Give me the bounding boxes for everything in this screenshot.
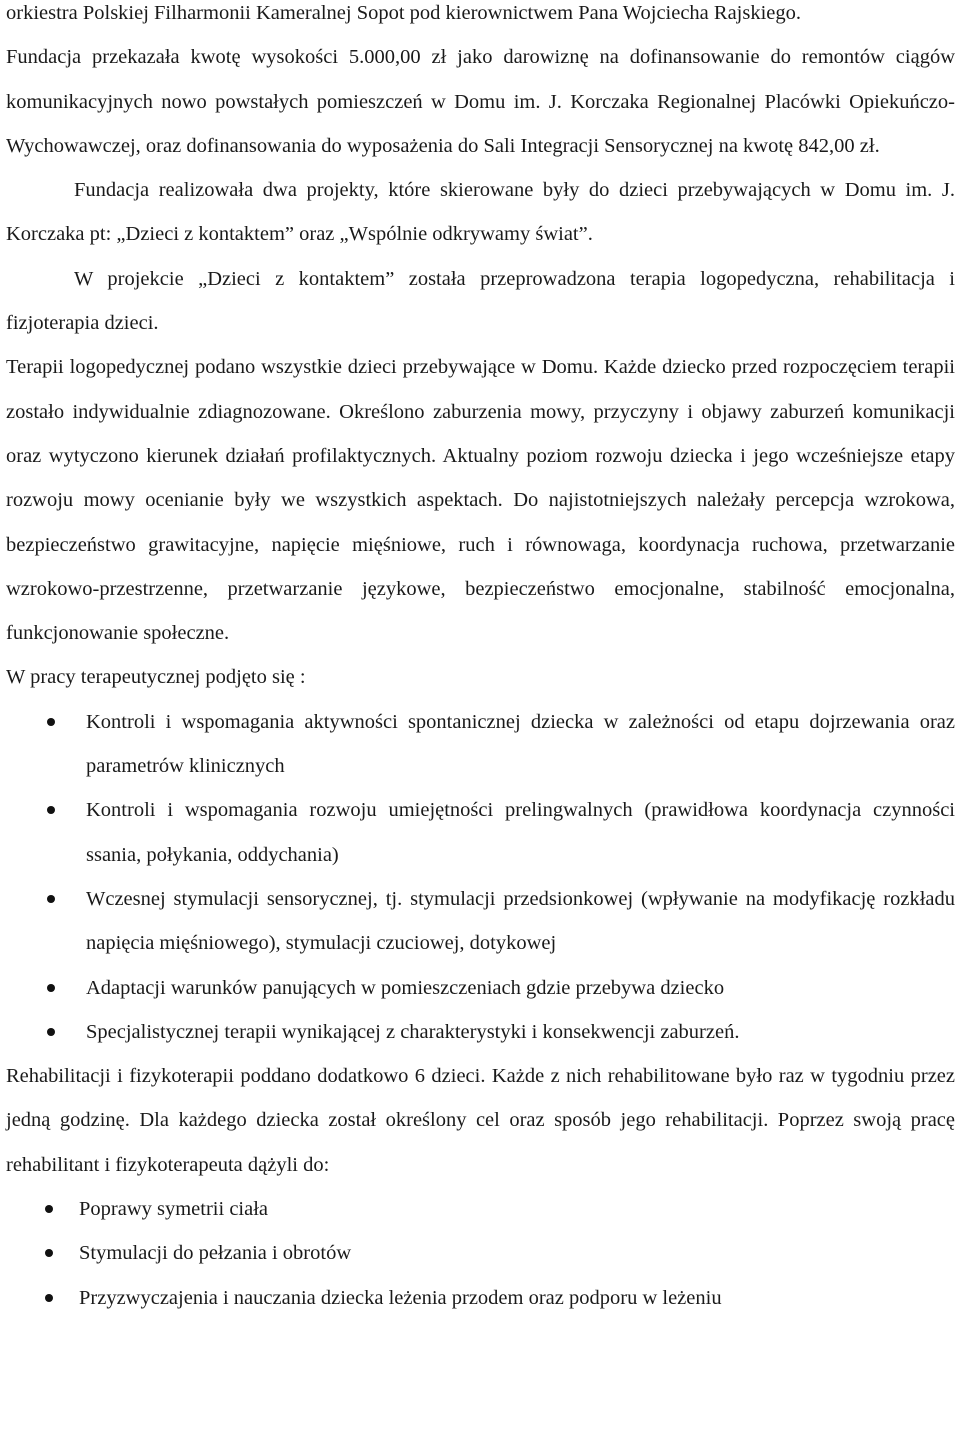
bullet-icon	[47, 984, 55, 992]
list-item: Poprawy symetrii ciała	[6, 1187, 955, 1231]
list-item: Specjalistycznej terapii wynikającej z charakterystyki i konsekwencji zaburzeń.	[6, 1010, 955, 1054]
intro-paragraphs	[6, 0, 955, 700]
therapy-list	[6, 700, 955, 1054]
list-item: Wczesnej stymulacji sensorycznej, tj. stymulacji przedsionkowej (wpływanie na modyfikację rozkładu napięcia mięśniowego), stymulacji czuciowej, dotykowej	[6, 877, 955, 966]
paragraph: Fundacja przekazała kwotę wysokości 5.000,00 zł jako darowiznę na dofinansowanie do remontów ciągów komunikacyjnych nowo powstałych pomieszczeń w Domu im. J. Korczaka Regionalnej Placówki Opiekuńczo-Wychowawczej, oraz dofinansowania do wyposażenia do Sali Integracji Sensorycznej na kwotę 842,00 zł.	[6, 46, 955, 157]
list-item: Przyzwyczajenia i nauczania dziecka leżenia przodem oraz podporu w leżeniu	[6, 1276, 955, 1320]
list-item: Kontroli i wspomagania rozwoju umiejętności prelingwalnych (prawidłowa koordynacja czynności ssania, połykania, oddychania)	[6, 788, 955, 877]
bullet-icon	[47, 806, 55, 814]
bullet-icon	[45, 1249, 53, 1257]
bullet-icon	[47, 895, 55, 903]
list-item: Adaptacji warunków panujących w pomieszczeniach gdzie przebywa dziecko	[6, 966, 955, 1010]
list-item: Kontroli i wspomagania aktywności spontanicznej dziecka w zależności od etapu dojrzewania oraz parametrów klinicznych	[6, 700, 955, 789]
bullet-icon	[47, 1028, 55, 1036]
bullet-icon	[45, 1205, 53, 1213]
rehabilitation-paragraph: Rehabilitacji i fizykoterapii poddano dodatkowo 6 dzieci. Każde z nich rehabilitowane było raz w tygodniu przez jedną godzinę. Dla każdego dziecka został określony cel oraz sposób jego rehabilitacji. Poprzez swoją pracę rehabilitant i fizykoterapeuta dążyli do:	[6, 1065, 955, 1176]
paragraph: orkiestra Polskiej Filharmonii Kameralnej Sopot pod kierownictwem Pana Wojciecha Rajskiego.	[6, 2, 802, 24]
rehabilitation-goals-list	[6, 1187, 955, 1320]
paragraph: W projekcie „Dzieci z kontaktem” została przeprowadzona terapia logopedyczna, rehabilitacja i fizjoterapia dzieci.	[6, 267, 955, 335]
document-page	[6, 0, 955, 1320]
list-item: Stymulacji do pełzania i obrotów	[6, 1231, 955, 1275]
bullet-icon	[47, 718, 55, 726]
paragraph: W pracy terapeutycznej podjęto się :	[6, 666, 306, 689]
paragraph: Terapii logopedycznej podano wszystkie dzieci przebywające w Domu. Każde dziecko przed rozpoczęciem terapii zostało indywidualnie zdiagnozowane. Określono zaburzenia mowy, przyczyny i objawy zaburzeń komunikacji oraz wytyczono kierunek działań profilaktycznych. Aktualny poziom rozwoju dziecka i jego wcześniejsze etapy rozwoju mowy ocenianie były we wszystkich aspektach. Do najistotniejszych należały percepcja wzrokowa, bezpieczeństwo grawitacyjne, napięcie mięśniowe, ruch i równowaga, koordynacja ruchowa, przetwarzanie wzrokowo-przestrzenne, przetwarzanie językowe, bezpieczeństwo emocjonalne, stabilność emocjonalna, funkcjonowanie społeczne.	[6, 356, 955, 645]
paragraph: Fundacja realizowała dwa projekty, które skierowane były do dzieci przebywających w Domu im. J. Korczaka pt: „Dzieci z kontaktem” oraz „Wspólnie odkrywamy świat”.	[6, 179, 955, 246]
bullet-icon	[45, 1294, 53, 1302]
